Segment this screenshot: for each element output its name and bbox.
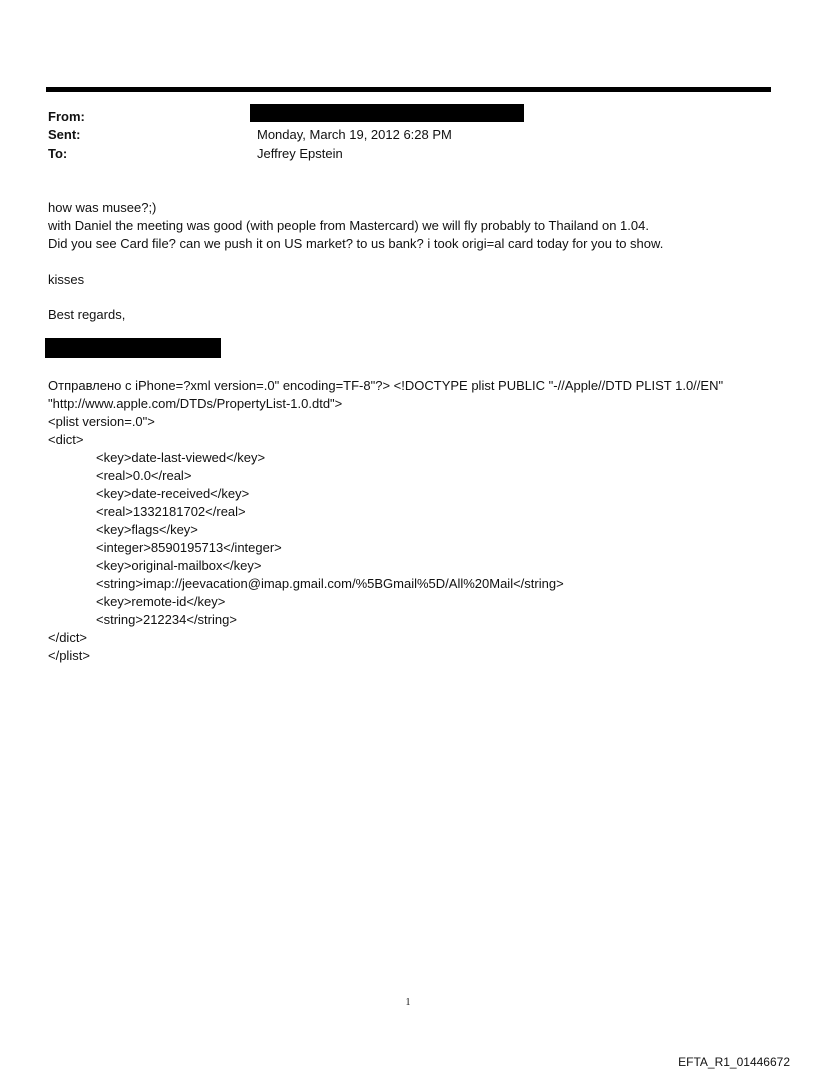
plist-line: Отправлено с iPhone=?xml version=.0" encoding=TF-8"?> <!DOCTYPE plist PUBLIC "-//Apple//DTD PLIST 1.0//EN" bbox=[48, 378, 724, 393]
plist-entry: <string>212234</string> bbox=[96, 612, 237, 627]
plist-line: </dict> bbox=[48, 630, 88, 645]
from-redaction bbox=[250, 104, 524, 122]
plist-entry: <real>0.0</real> bbox=[96, 468, 192, 483]
from-label: From: bbox=[48, 109, 85, 124]
to-label: To: bbox=[48, 146, 68, 161]
plist-entry: <key>original-mailbox</key> bbox=[96, 558, 262, 573]
plist-entry: <key>date-received</key> bbox=[96, 486, 250, 501]
plist-line: "http://www.apple.com/DTDs/PropertyList-1.0.dtd"> bbox=[48, 396, 343, 411]
sent-label: Sent: bbox=[48, 127, 81, 142]
to-value: Jeffrey Epstein bbox=[257, 146, 343, 161]
body-line-3: Did you see Card file? can we push it on US market? to us bank? i took origi=al card today for you to show. bbox=[48, 236, 664, 251]
sent-value: Monday, March 19, 2012 6:28 PM bbox=[257, 127, 452, 142]
document-reference: EFTA_R1_01446672 bbox=[678, 1055, 790, 1069]
regards-text: Best regards, bbox=[48, 307, 126, 322]
plist-line: <plist version=.0"> bbox=[48, 414, 155, 429]
plist-entry: <real>1332181702</real> bbox=[96, 504, 246, 519]
plist-entry: <key>flags</key> bbox=[96, 522, 198, 537]
plist-entry: <string>imap://jeevacation@imap.gmail.com/%5BGmail%5D/All%20Mail</string> bbox=[96, 576, 564, 591]
top-divider bbox=[46, 87, 771, 92]
page-number: 1 bbox=[405, 997, 411, 1008]
signature-redaction bbox=[45, 338, 221, 358]
plist-block bbox=[48, 377, 723, 665]
plist-entry: <key>remote-id</key> bbox=[96, 594, 226, 609]
plist-line: <dict> bbox=[48, 432, 84, 447]
body-line-2: with Daniel the meeting was good (with people from Mastercard) we will fly probably to Thailand on 1.04. bbox=[48, 218, 649, 233]
body-line-1: how was musee?;) bbox=[48, 200, 157, 215]
plist-line: </plist> bbox=[48, 648, 90, 663]
kisses-text: kisses bbox=[48, 272, 85, 287]
plist-entry: <integer>8590195713</integer> bbox=[96, 540, 282, 555]
plist-entry: <key>date-last-viewed</key> bbox=[96, 450, 266, 465]
